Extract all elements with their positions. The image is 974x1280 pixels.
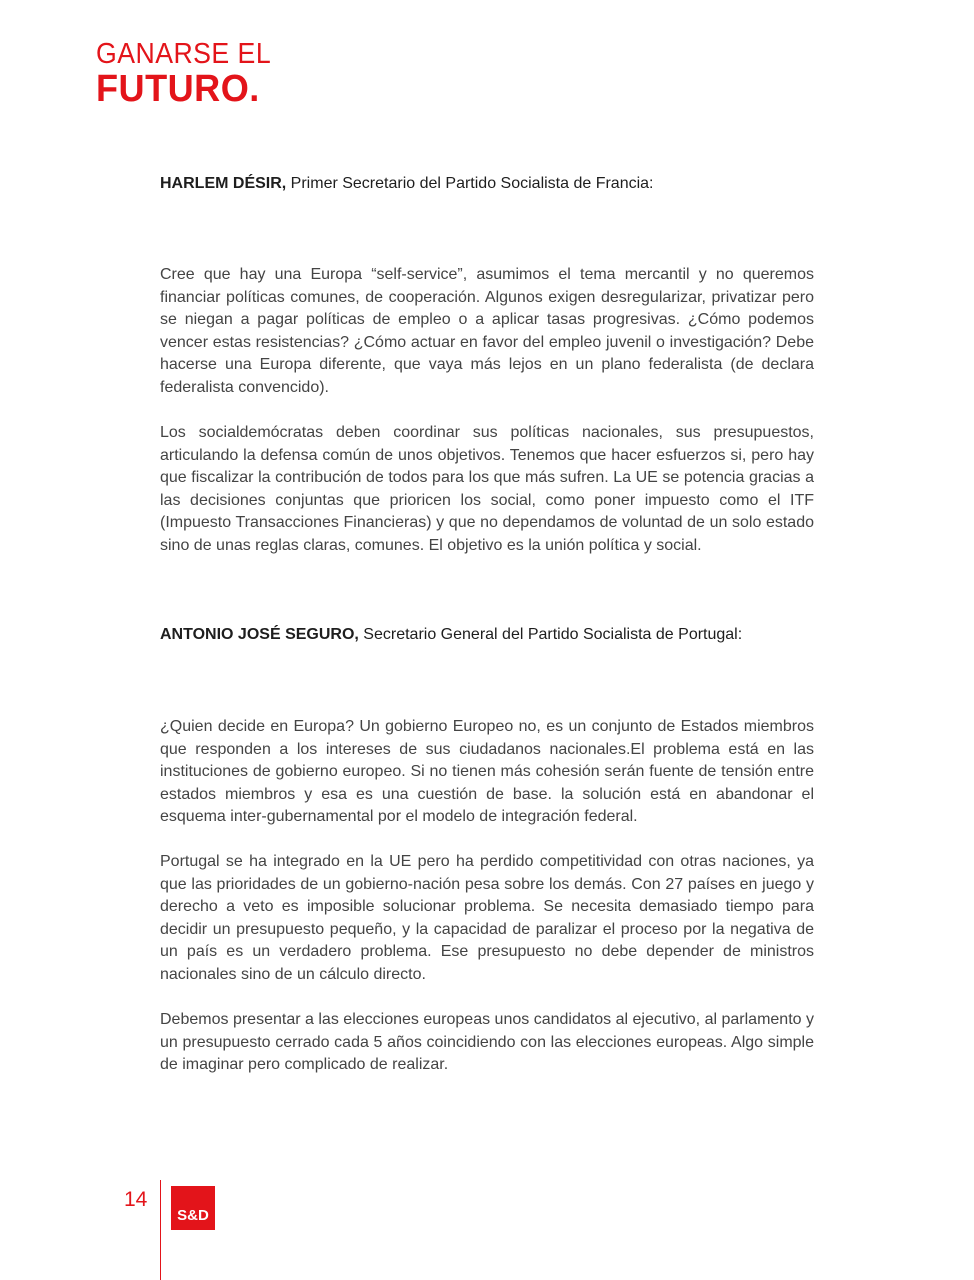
paragraph: ¿Quien decide en Europa? Un gobierno Europeo no, es un conjunto de Estados miembros que responden a los intereses de sus ciudadanos nacionales.El problema está en las instituciones de gobierno europeo. Si no tienen más cohesión serán fuente de tensión entre estados miembros y esa es una cuestión de base. la solución está en abandonar el esquema inter-gubernamental por el modelo de integración federal.	[160, 718, 814, 826]
paragraph: Los socialdemócratas deben coordinar sus políticas nacionales, sus presupuestos, articulando la defensa común de unos objetivos. Tenemos que hacer esfuerzos si, pero hay que fiscalizar la contribución de todos para los que más sufren. La UE se potencia gracias a las decisiones conjuntas que prioricen los social, como poner impuesto como el ITF (Impuesto Transacciones Financieras) y que no dependamos de voluntad de un solo estado sino de unas reglas claras, comunes. El objetivo es la unión política y social.	[160, 424, 814, 554]
page-number: 14	[124, 1188, 148, 1211]
speaker-name: ANTONIO JOSÉ SEGURO,	[160, 626, 359, 643]
footer-divider	[160, 1180, 161, 1280]
speaker-role: Secretario General del Partido Socialista de Portugal:	[358, 626, 743, 643]
speaker-role: Primer Secretario del Partido Socialista de Francia:	[286, 175, 654, 192]
speaker-name: HARLEM DÉSIR,	[160, 175, 287, 192]
sd-logo: S&D	[171, 1186, 215, 1230]
brand-title-line2: FUTURO.	[96, 68, 260, 110]
brand-title	[96, 40, 286, 108]
brand-title-line1: GANARSE EL	[96, 38, 272, 70]
speaker-heading-desir	[160, 175, 814, 193]
paragraph: Portugal se ha integrado en la UE pero ha perdido competitividad con otras naciones, ya que las prioridades de un gobierno-nación pesa sobre los demás. Con 27 países en juego y derecho a veto es imposible solucionar problema. Se necesita demasiado tiempo para decidir un presupuesto pequeño, y la capacidad de paralizar el proceso por la negativa de un país es un verdadero problema. Ese presupuesto no debe depender de ministros nacionales sino de un cálculo directo.	[160, 853, 814, 983]
speaker-heading-seguro	[160, 626, 814, 644]
paragraph: Cree que hay una Europa “self-service”, asumimos el tema mercantil y no queremos financiar políticas comunes, de cooperación. Algunos exigen desregularizar, privatizar pero se niegan a pagar políticas de empleo o a aplicar tasas progresivas. ¿Cómo podemos vencer estas resistencias? ¿Cómo actuar en favor del empleo juvenil o investigación? Debe hacerse una Europa diferente, que vaya más lejos en un plano federalista (de declara federalista convencido).	[160, 266, 814, 396]
paragraph: Debemos presentar a las elecciones europeas unos candidatos al ejecutivo, al parlamento y un presupuesto cerrado cada 5 años coincidiendo con las elecciones europeas. Algo simple de imaginar pero complicado de realizar.	[160, 1011, 814, 1074]
